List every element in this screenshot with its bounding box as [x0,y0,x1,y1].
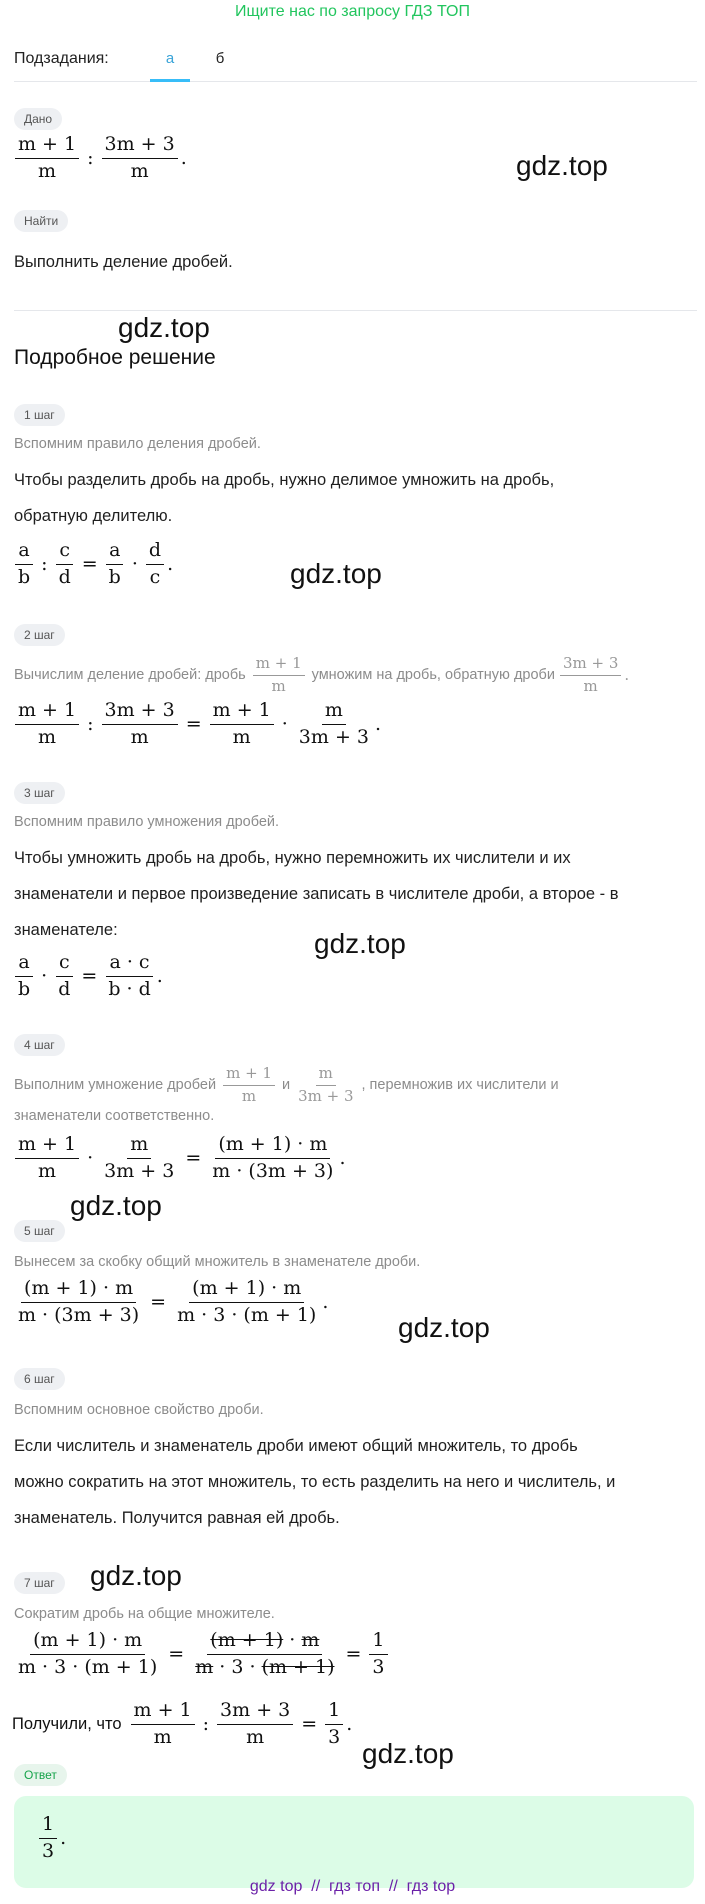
step-7-result: Получили, что $\frac{m + 1}{m}$ : $\frac{3m + 3}{m}$ = $\frac{1}{3}$ . [12,1699,353,1748]
tab-a[interactable]: а [165,50,175,67]
watermark: gdz.top [290,558,382,589]
step-6-text-2: можно сократить на этот множитель, то есть разделить на него и числитель, и [14,1473,616,1491]
watermark: gdz.top [314,928,406,959]
step-1-hint: Вспомним правило деления дробей. [14,436,261,452]
fraction: $\frac{3m + 3}{m}$ [102,134,178,183]
step-7-hint: Сократим дробь на общие множителе. [14,1606,275,1622]
watermark: gdz.top [90,1560,182,1591]
answer-value: $\frac{1}{3}$ . [36,1814,66,1863]
step-2-hint: Вычислим деление дробей: дробь $\frac{m + 1}{m}$ умножим на дробь, обратную дроби $\frac{3m + 3}{m}$ . [14,654,630,695]
solution-title: Подробное решение [14,346,216,369]
step-1-badge: 1 шаг [14,404,65,426]
given-expression: $\frac{m + 1}{m}$ : $\frac{3m + 3}{m}$ . [12,134,187,183]
step-3-text-2: знаменатели и первое произведение записать в числителе дроби, а второе - в [14,885,619,903]
step-1-formula: $\frac{a}{b}$ : $\frac{c}{d}$ = $\frac{a}{b}$ · $\frac{d}{c}$ . [12,540,173,589]
step-5-formula: $\frac{(m + 1) \cdot m}{m \cdot (3m + 3)}$ = $\frac{(m + 1) \cdot m}{m \cdot 3 \cdot (m + 1)}$ . [18,1277,329,1326]
step-3-hint: Вспомним правило умножения дробей. [14,814,280,830]
find-badge: Найти [14,210,68,232]
step-2-formula: $\frac{m + 1}{m}$ : $\frac{3m + 3}{m}$ = $\frac{m + 1}{m}$ · $\frac{m}{3m + 3}$ . [12,700,381,749]
step-6-text-3: знаменатель. Получится равная ей дробь. [14,1509,340,1527]
step-3-badge: 3 шаг [14,782,65,804]
footer-links[interactable]: gdz top // гдз топ // гдз top [249,1878,456,1895]
watermark: gdz.top [70,1190,162,1221]
step-5-hint: Вынесем за скобку общий множитель в знаменателе дроби. [14,1254,421,1270]
watermark: gdz.top [362,1738,454,1769]
tab-b[interactable]: б [215,50,225,67]
answer-badge: Ответ [14,1764,67,1786]
active-tab-indicator [150,79,190,82]
step-3-formula: $\frac{a}{b}$ · $\frac{c}{d}$ = $\frac{a \cdot c}{b \cdot d}$ . [12,952,163,1001]
step-3-text-1: Чтобы умножить дробь на дробь, нужно перемножить их числители и их [14,849,571,867]
step-7-formula: $\frac{(m + 1) \cdot m}{m \cdot 3 \cdot (m + 1)}$ = $\frac{(m + 1) \cdot m}{m \cdot 3 \cdot (m + 1)}$ = $\frac{1}{3}$ [12,1630,391,1679]
step-6-text-1: Если числитель и знаменатель дроби имеют общий множитель, то дробь [14,1437,578,1455]
step-1-text-2: обратную делителю. [14,507,173,525]
step-6-badge: 6 шаг [14,1368,65,1390]
step-4-hint-cont: знаменатели соответственно. [14,1108,215,1124]
step-1-text-1: Чтобы разделить дробь на дробь, нужно делимое умножить на дробь, [14,471,555,489]
given-badge: Дано [14,108,62,130]
step-3-text-3: знаменателе: [14,921,118,939]
watermark: gdz.top [118,312,210,343]
answer-box [14,1796,694,1888]
step-6-hint: Вспомним основное свойство дроби. [14,1402,264,1418]
watermark: gdz.top [398,1312,490,1343]
find-text: Выполнить деление дробей. [14,253,233,271]
step-4-badge: 4 шаг [14,1034,65,1056]
fraction: $\frac{m + 1}{m}$ [15,134,79,183]
step-4-hint: Выполним умножение дробей $\frac{m + 1}{m}$ и $\frac{m}{3m + 3}$ , перемножив их числители и [14,1064,559,1105]
watermark: gdz.top [516,150,608,181]
step-2-badge: 2 шаг [14,624,65,646]
step-4-formula: $\frac{m + 1}{m}$ · $\frac{m}{3m + 3}$ = $\frac{(m + 1) \cdot m}{m \cdot (3m + 3)}$ . [12,1134,345,1183]
search-banner: Ищите нас по запросу ГДЗ ТОП [235,3,470,20]
step-5-badge: 5 шаг [14,1220,65,1242]
section-divider [14,310,697,311]
subtasks-bar [14,48,697,82]
step-7-badge: 7 шаг [14,1572,65,1594]
subtasks-label: Подзадания: [14,50,109,67]
